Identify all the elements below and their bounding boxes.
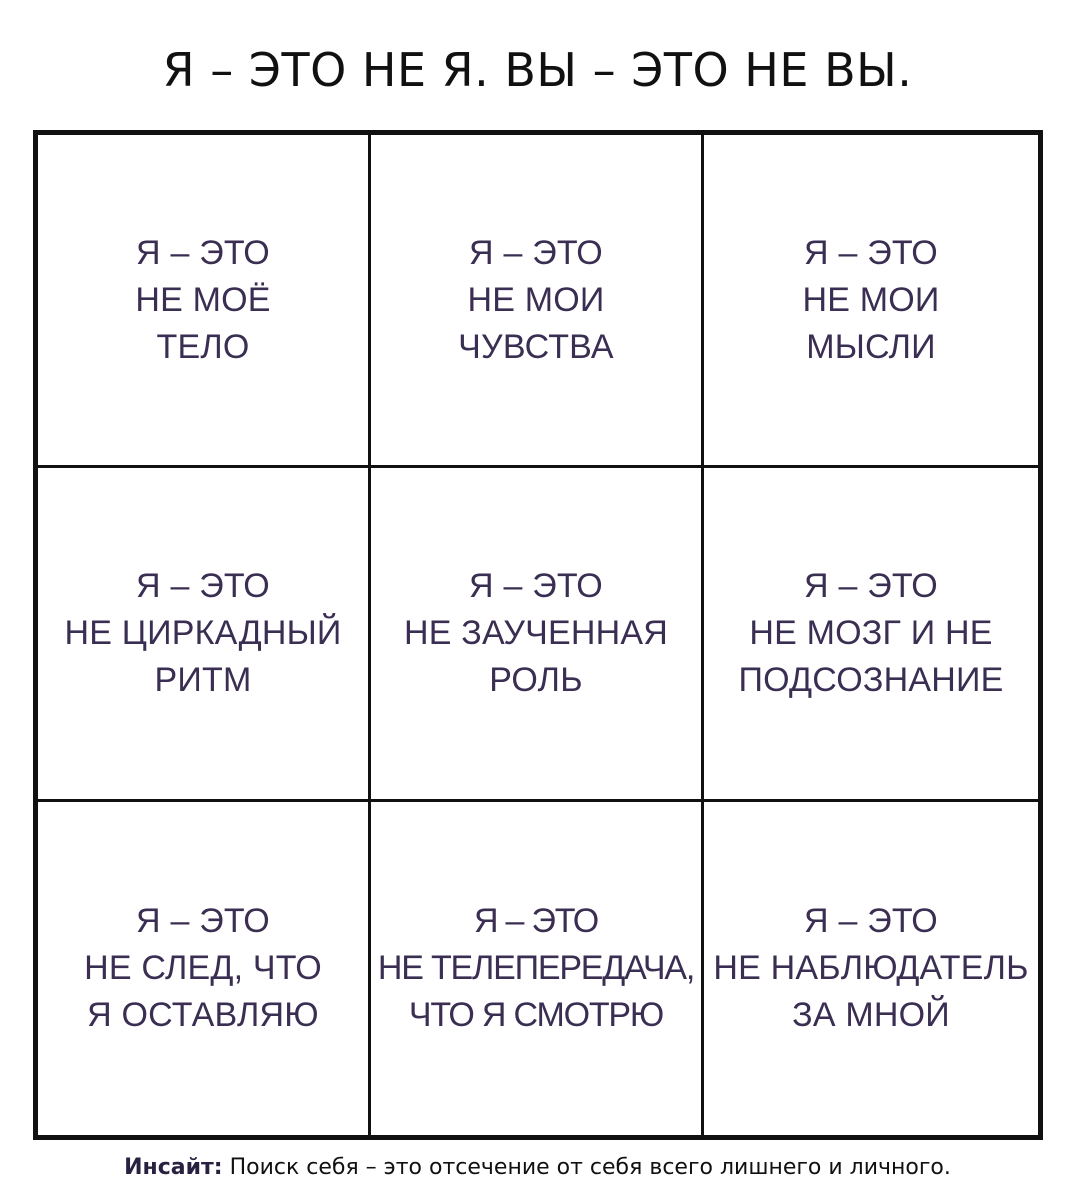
grid-cell-brain-subconscious: [704, 468, 1038, 802]
cell-text: [135, 230, 270, 371]
cell-text: [738, 563, 1003, 704]
cell-line: Я ОСТАВЛЯЮ: [87, 996, 319, 1034]
grid-cell-feelings: [371, 135, 704, 468]
cell-line: Я – ЭТО: [469, 567, 603, 605]
cell-text: [713, 898, 1028, 1039]
cell-line: Я – ЭТО: [469, 233, 603, 272]
cell-line: НЕ ЗАУЧЕННАЯ: [403, 614, 669, 652]
cell-line: Я – ЭТО: [136, 902, 270, 940]
cell-line: ЧУВСТВА: [458, 327, 614, 366]
grid-cell-thoughts: [704, 135, 1038, 468]
insight-text: Поиск себя – это отсечение от себя всего лишнего и личного.: [222, 1155, 951, 1180]
cell-line: НЕ НАБЛЮДАТЕЛЬ: [713, 949, 1029, 987]
cell-text: [458, 230, 614, 371]
cell-text: [64, 563, 341, 704]
cell-line: Я – ЭТО: [804, 233, 938, 272]
statement-grid: [33, 130, 1043, 1140]
cell-line: РИТМ: [154, 661, 252, 699]
cell-text: [404, 563, 668, 704]
cell-line: Я – ЭТО: [473, 902, 599, 940]
grid-cell-circadian-rhythm: [38, 468, 371, 802]
cell-line: НЕ СЛЕД, ЧТО: [84, 949, 322, 987]
cell-line: Я – ЭТО: [136, 567, 270, 605]
grid-cell-learned-role: [371, 468, 704, 802]
cell-line: Я – ЭТО: [804, 567, 938, 605]
cell-line: ЗА МНОЙ: [792, 996, 950, 1034]
cell-line: Я – ЭТО: [804, 902, 938, 940]
cell-line: ЧТО Я СМОТРЮ: [408, 996, 664, 1034]
cell-line: НЕ ЦИРКАДНЫЙ: [64, 614, 342, 652]
cell-line: НЕ МОЁ: [135, 280, 271, 319]
cell-line: ПОДСОЗНАНИЕ: [738, 661, 1004, 699]
cell-line: МЫСЛИ: [806, 327, 936, 366]
cell-line: РОЛЬ: [489, 661, 583, 699]
grid-cell-tv-show: [371, 802, 704, 1135]
cell-text: [378, 898, 694, 1039]
grid-cell-trace: [38, 802, 371, 1135]
grid-cell-body: [38, 135, 371, 468]
cell-line: НЕ ТЕЛЕПЕРЕДАЧА,: [377, 949, 695, 987]
cell-text: [802, 230, 939, 371]
grid-cell-observer: [704, 802, 1038, 1135]
cell-line: НЕ МОЗГ И НЕ: [749, 614, 993, 652]
insight-caption: [0, 1150, 1075, 1186]
insight-label: Инсайт:: [124, 1155, 223, 1180]
page-title: Я – ЭТО НЕ Я. ВЫ – ЭТО НЕ ВЫ.: [162, 43, 913, 97]
cell-line: НЕ МОИ: [467, 280, 605, 319]
cell-text: [84, 898, 322, 1039]
cell-line: Я – ЭТО: [136, 233, 270, 272]
cell-line: НЕ МОИ: [802, 280, 940, 319]
cell-line: ТЕЛО: [156, 327, 250, 366]
